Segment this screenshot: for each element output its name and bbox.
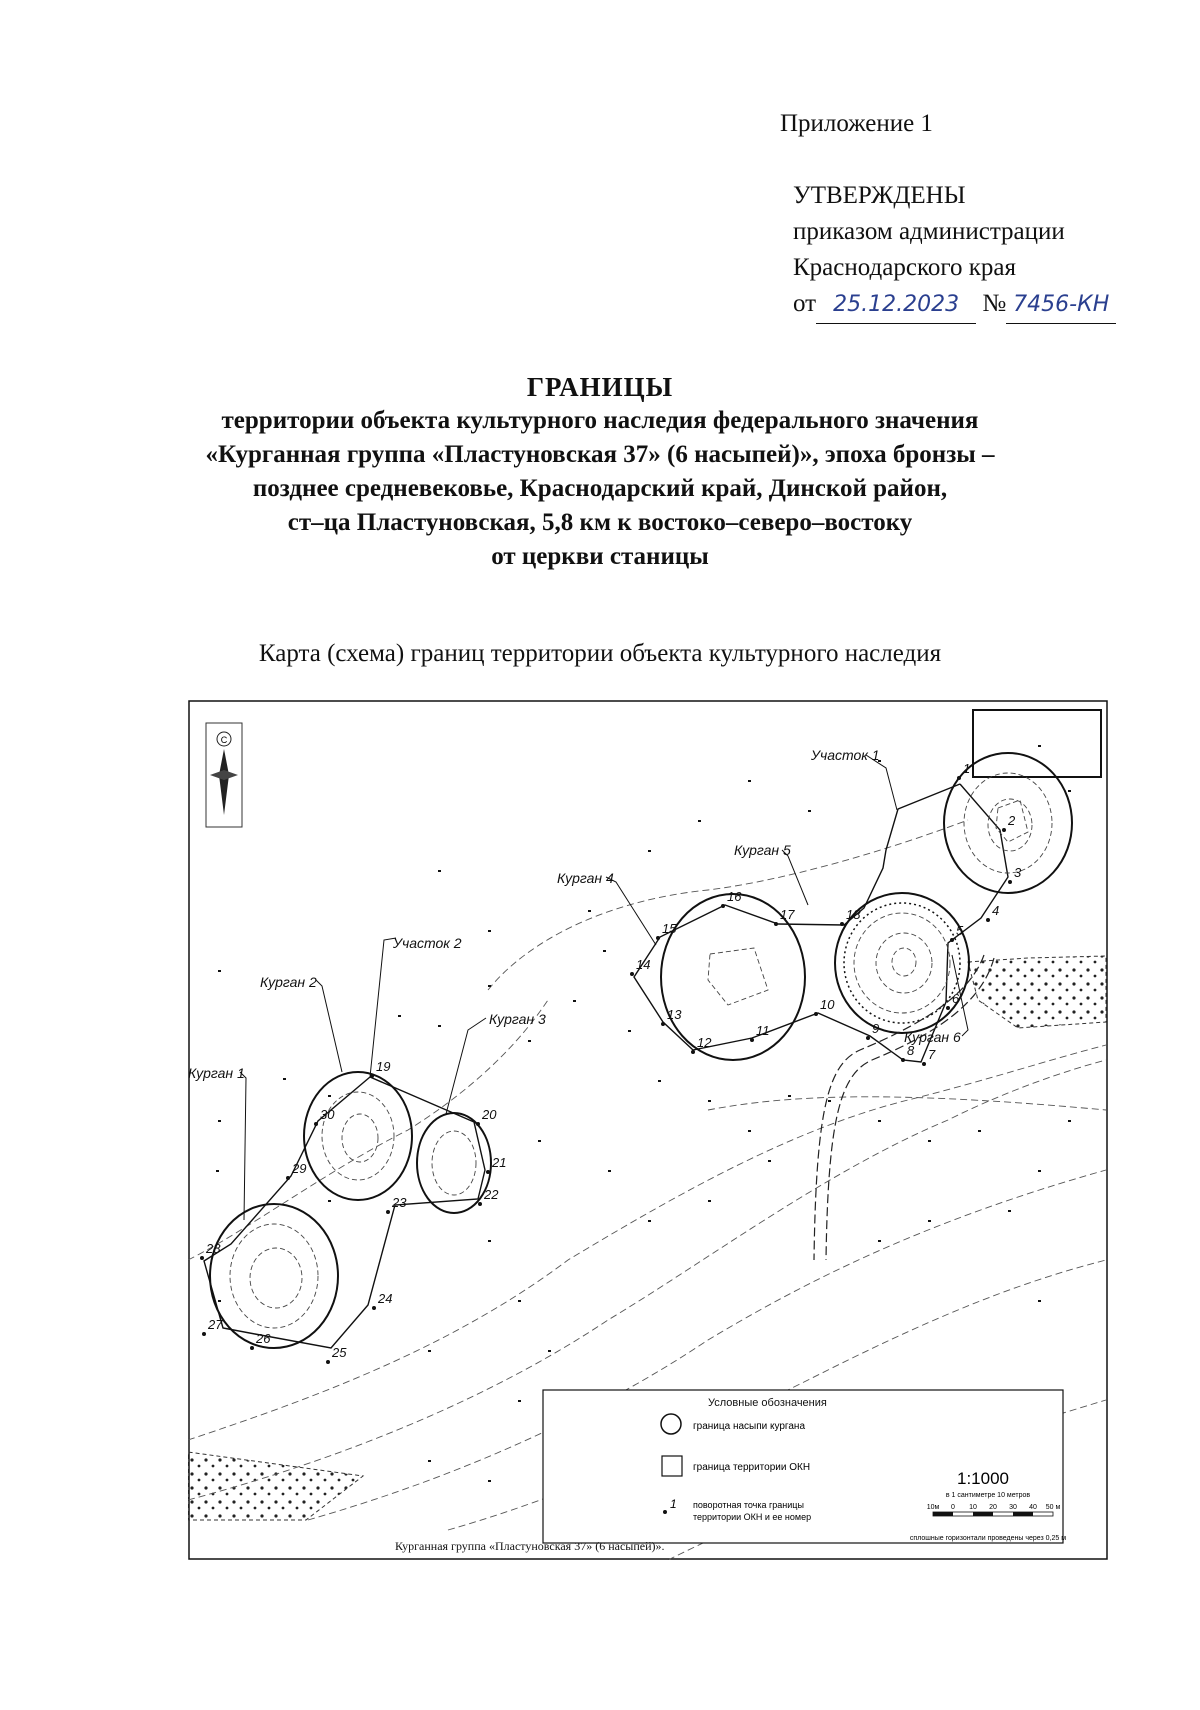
elevation-mark (748, 1130, 751, 1132)
elevation-mark (218, 970, 221, 972)
map-title: Карта (схема) границ территории объекта культурного наследия (258, 640, 942, 667)
label-kurgan-4: Курган 4 (557, 870, 614, 886)
turning-point-label-28: 28 (206, 1241, 221, 1256)
turning-point-label-22: 22 (484, 1187, 499, 1202)
elevation-mark (428, 1460, 431, 1462)
elevation-mark (518, 1300, 521, 1302)
turning-point-16 (721, 904, 725, 908)
scale-bar-segment (933, 1512, 953, 1516)
legend-point-text-1: поворотная точка границы (693, 1500, 804, 1510)
turning-point-label-8: 8 (907, 1043, 915, 1058)
turning-point-labels (200, 761, 1022, 1364)
elevation-mark (978, 1130, 981, 1132)
turning-point-label-20: 20 (482, 1107, 497, 1122)
turning-point-label-21: 21 (492, 1155, 507, 1170)
elevation-mark (438, 870, 441, 872)
kurgan-3-mound (417, 1113, 491, 1213)
label-site-1: Участок 1 (811, 747, 880, 763)
kurgan-2-mound (304, 1072, 412, 1200)
turning-point-22 (478, 1202, 482, 1206)
scale-tick-label: 40 (1029, 1504, 1037, 1511)
title-heading: ГРАНИЦЫ (526, 372, 674, 402)
legend-territory-text: граница территории ОКН (693, 1462, 811, 1473)
turning-point-6 (946, 1006, 950, 1010)
turning-point-15 (656, 936, 660, 940)
turning-point-label-7: 7 (928, 1047, 936, 1062)
title-line-4: ст–ца Пластуновская, 5,8 км к востоко–северо–востоку (287, 509, 913, 536)
site-map (188, 700, 1108, 1560)
scale-tick-label: 30 (1009, 1504, 1017, 1511)
hatched-area-east (968, 956, 1106, 1028)
legend-point-text-2: территории ОКН и ее номер (693, 1512, 812, 1522)
title-line-3: позднее средневековье, Краснодарский край, Динской район, (252, 475, 948, 502)
legend-title: Условные обозначения (708, 1397, 827, 1409)
turning-point-2 (1002, 828, 1006, 832)
elevation-mark (1068, 790, 1071, 792)
turning-point-7 (922, 1062, 926, 1066)
territory-boundary-site2 (204, 1077, 485, 1348)
turning-point-label-24: 24 (378, 1291, 393, 1306)
hatched-area-southwest (188, 1452, 363, 1520)
elevation-mark (928, 1220, 931, 1222)
turning-point-1 (957, 776, 961, 780)
turning-point-label-16: 16 (727, 889, 742, 904)
elevation-mark (708, 1100, 711, 1102)
turning-point-30 (314, 1122, 318, 1126)
elevation-mark (218, 1120, 221, 1122)
number-prefix: № (982, 290, 1007, 317)
elevation-mark (528, 1040, 531, 1042)
turning-point-label-29: 29 (292, 1161, 307, 1176)
title-line-5: от церкви станицы (491, 543, 709, 570)
turning-point-10 (814, 1012, 818, 1016)
legend-mound-text: граница насыпи кургана (693, 1421, 806, 1432)
title-line-1: территории объекта культурного наследия федерального значения (221, 407, 979, 434)
elevation-mark (438, 1025, 441, 1027)
mound-boundaries (210, 753, 1072, 1348)
label-kurgan-1: Курган 1 (188, 1065, 245, 1081)
field-road (814, 955, 994, 1260)
elevation-mark (588, 910, 591, 912)
date-prefix: от (793, 290, 817, 317)
map-caption: Курганная группа «Пластуновская 37» (6 насыпей)». (395, 1539, 665, 1553)
elevation-mark (328, 1095, 331, 1097)
approval-block (793, 178, 1116, 324)
elevation-mark (538, 1140, 541, 1142)
turning-point-label-11: 11 (756, 1023, 770, 1038)
legend-point-symbol (663, 1510, 667, 1514)
label-leader-lines (240, 755, 971, 1220)
turning-point-label-15: 15 (662, 921, 677, 936)
svg-text:С: С (220, 735, 228, 745)
turning-point-label-18: 18 (846, 907, 861, 922)
turning-point-11 (750, 1038, 754, 1042)
document-title (0, 370, 1200, 574)
turning-point-26 (250, 1346, 254, 1350)
turning-point-21 (486, 1170, 490, 1174)
elevation-mark (828, 1100, 831, 1102)
elevation-mark (548, 1350, 551, 1352)
elevation-mark (788, 1095, 791, 1097)
turning-point-label-5: 5 (956, 923, 964, 938)
turning-point-label-30: 30 (320, 1107, 335, 1122)
turning-point-label-26: 26 (256, 1331, 271, 1346)
scale-tick-label: 50 м (1045, 1504, 1061, 1511)
elevation-mark (608, 1170, 611, 1172)
elevation-mark (928, 1140, 931, 1142)
scale-bar-segment (1013, 1512, 1033, 1516)
elevation-mark (878, 1240, 881, 1242)
kurgan-1-mound (210, 1204, 338, 1348)
turning-point-label-10: 10 (820, 997, 835, 1012)
order-line-1: приказом администрации (793, 218, 1065, 245)
turning-point-label-27: 27 (208, 1317, 223, 1332)
elevation-mark (1008, 1210, 1011, 1212)
legend-scale: 1:1000 (957, 1469, 1009, 1488)
elevation-mark (648, 1220, 651, 1222)
turning-point-3 (1008, 880, 1012, 884)
elevation-mark (1038, 1300, 1041, 1302)
turning-point-18 (840, 922, 844, 926)
scale-bar-segment (973, 1512, 993, 1516)
elevation-mark (878, 1120, 881, 1122)
turning-point-label-6: 6 (952, 991, 960, 1006)
elevation-mark (488, 1240, 491, 1242)
turning-point-25 (326, 1360, 330, 1364)
turning-point-13 (661, 1022, 665, 1026)
scale-tick-label: 0 (951, 1504, 955, 1511)
elevation-mark (518, 1400, 521, 1402)
turning-point-5 (950, 938, 954, 942)
order-number: 7456-КН (1006, 287, 1116, 324)
turning-point-label-19: 19 (376, 1059, 391, 1074)
turning-point-label-12: 12 (697, 1035, 712, 1050)
elevation-mark (398, 1015, 401, 1017)
scale-tick-label: 10м (926, 1504, 940, 1511)
legend (543, 1390, 1066, 1543)
elevation-mark (768, 1160, 771, 1162)
elevation-mark (283, 1078, 286, 1080)
elevation-mark (216, 1170, 219, 1172)
elevation-markers (216, 745, 1071, 1482)
turning-point-label-4: 4 (992, 903, 1000, 918)
elevation-mark (808, 810, 811, 812)
title-line-2: «Курганная группа «Пластуновская 37» (6 насыпей)», эпоха бронзы – (205, 441, 995, 468)
elevation-mark (708, 1200, 711, 1202)
elevation-mark (1038, 745, 1041, 747)
elevation-mark (488, 930, 491, 932)
approved-label: УТВЕРЖДЕНЫ (793, 182, 966, 209)
elevation-mark (488, 1480, 491, 1482)
turning-point-8 (901, 1058, 905, 1062)
turning-point-9 (866, 1036, 870, 1040)
order-date-line (793, 286, 1116, 324)
order-date: 25.12.2023 (816, 287, 976, 324)
elevation-mark (488, 985, 491, 987)
label-kurgan-2: Курган 2 (260, 974, 317, 990)
turning-point-label-2: 2 (1008, 813, 1016, 828)
turning-point-20 (476, 1122, 480, 1126)
turning-point-label-3: 3 (1014, 865, 1022, 880)
turning-point-label-9: 9 (872, 1021, 880, 1036)
elevation-mark (658, 1080, 661, 1082)
legend-scale-note: в 1 сантиметре 10 метров (945, 1492, 1031, 1499)
turning-point-label-23: 23 (392, 1195, 407, 1210)
elevation-mark (648, 850, 651, 852)
turning-point-17 (774, 922, 778, 926)
label-site-2: Участок 2 (393, 935, 462, 951)
appendix-label: Приложение 1 (780, 110, 933, 137)
turning-point-24 (372, 1306, 376, 1310)
legend-point-number: 1 (670, 1497, 677, 1511)
label-kurgan-3: Курган 3 (489, 1011, 546, 1027)
turning-point-label-25: 25 (332, 1345, 347, 1360)
label-kurgan-6: Курган 6 (904, 1029, 961, 1045)
elevation-mark (1038, 1170, 1041, 1172)
turning-point-label-1: 1 (963, 761, 971, 776)
turning-point-label-14: 14 (636, 957, 651, 972)
elevation-mark (603, 950, 606, 952)
legend-contour-note: сплошные горизонтали проведены через 0,25 м (909, 1535, 1067, 1542)
turning-point-4 (986, 918, 990, 922)
elevation-mark (1068, 1120, 1071, 1122)
elevation-mark (628, 1030, 631, 1032)
elevation-mark (428, 1350, 431, 1352)
elevation-mark (573, 1000, 576, 1002)
turning-point-label-17: 17 (780, 907, 795, 922)
elevation-mark (218, 1300, 221, 1302)
elevation-mark (698, 820, 701, 822)
elevation-mark (748, 780, 751, 782)
map-blank-box (973, 710, 1101, 777)
turning-point-14 (630, 972, 634, 976)
turning-point-12 (691, 1050, 695, 1054)
turning-point-23 (386, 1210, 390, 1214)
turning-point-27 (202, 1332, 206, 1336)
elevation-mark (328, 1200, 331, 1202)
label-kurgan-5: Курган 5 (734, 842, 791, 858)
north-arrow-icon (206, 723, 242, 827)
turning-point-28 (200, 1256, 204, 1260)
turning-point-label-13: 13 (667, 1007, 682, 1022)
turning-point-29 (286, 1176, 290, 1180)
scale-tick-label: 10 (969, 1504, 977, 1511)
scale-tick-label: 20 (989, 1504, 997, 1511)
order-line-2: Краснодарского края (793, 254, 1016, 281)
